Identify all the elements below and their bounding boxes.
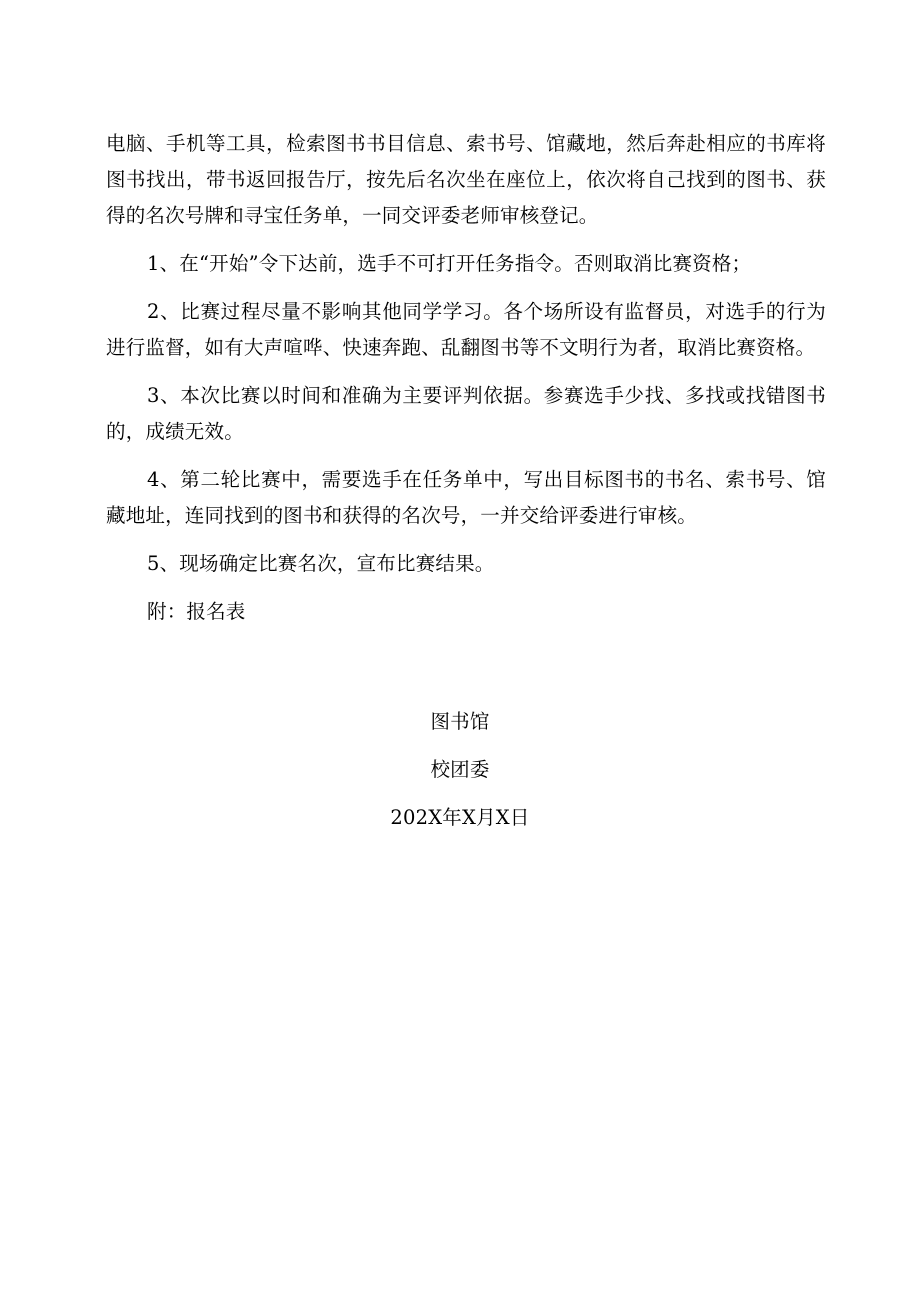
signature-block [0,704,920,848]
rule-item-5: 5、现场确定比赛名次，宣布比赛结果。 [147,552,495,575]
signature-org-youth-league: 校团委 [430,758,490,781]
signature-org-library: 图书馆 [430,710,490,733]
paragraph-continuation: 电脑、手机等工具，检索图书书目信息、索书号、馆藏地，然后奔赴相应的书库将图书找出，带书返回报告厅，按先后名次坐在座位上，依次将自己找到的图书、获得的名次号牌和寻宝任务单，一同交评委老师审核登记。 [106,132,826,227]
rule-item-2: 2、比赛过程尽量不影响其他同学学习。各个场所设有监督员，对选手的行为进行监督，如有大声喧哗、快速奔跑、乱翻图书等不文明行为者，取消比赛资格。 [106,300,826,359]
rule-item-3: 3、本次比赛以时间和准确为主要评判依据。参赛选手少找、多找或找错图书的，成绩无效。 [106,384,826,443]
signature-date: 202X年X月X日 [390,806,530,829]
document-body [106,126,826,642]
rule-item-4: 4、第二轮比赛中，需要选手在任务单中，写出目标图书的书名、索书号、馆藏地址，连同找到的图书和获得的名次号，一并交给评委进行审核。 [106,468,826,527]
rule-item-1: 1、在“开始”令下达前，选手不可打开任务指令。否则取消比赛资格； [147,252,752,275]
attachment-note: 附：报名表 [147,600,246,623]
